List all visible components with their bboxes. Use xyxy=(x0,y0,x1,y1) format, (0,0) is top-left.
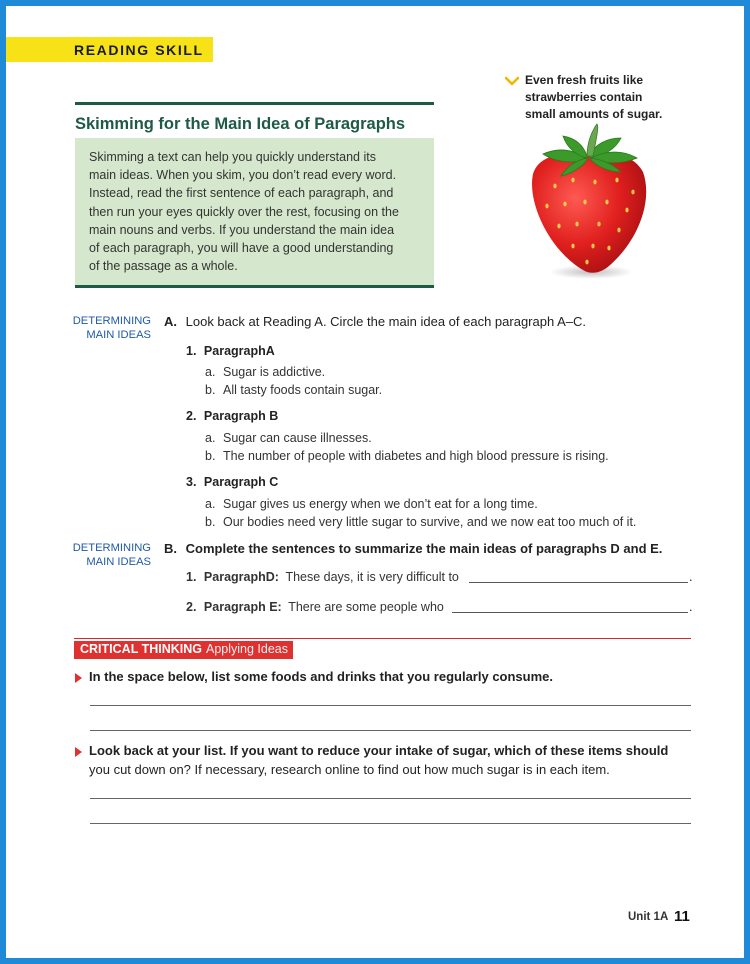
bullet-arrow-icon xyxy=(75,673,82,683)
skill-line: main nouns and verbs. If you understand the main idea xyxy=(89,222,395,237)
skill-body xyxy=(75,138,434,275)
prompt-2-rest: you cut down on? If necessary, research online to find out how much sugar is in each item. xyxy=(89,762,610,777)
strawberry-photo xyxy=(521,122,656,282)
critical-thinking-badge xyxy=(74,641,293,659)
side-label-determining-a xyxy=(68,314,151,342)
option-text: Sugar is addictive. xyxy=(223,365,326,379)
exercise-b-instruction xyxy=(164,541,662,556)
option-letter: b. xyxy=(205,383,216,397)
page-number: 11 xyxy=(674,908,690,925)
sentence-end: . xyxy=(689,600,693,614)
exercise-a-letter: A. xyxy=(164,314,177,329)
option-3a[interactable] xyxy=(205,497,538,511)
option-2a[interactable] xyxy=(205,431,372,445)
textbook-page xyxy=(6,6,744,958)
caption-line: strawberries contain xyxy=(525,90,643,104)
skill-line: of the passage as a whole. xyxy=(89,259,238,274)
caption-line: small amounts of sugar. xyxy=(525,107,663,121)
bullet-arrow-icon xyxy=(75,747,82,757)
chevron-down-icon xyxy=(505,76,519,86)
option-letter: a. xyxy=(205,497,216,511)
paragraph-a-heading xyxy=(186,344,275,358)
option-2b[interactable] xyxy=(205,449,609,463)
item-number: 2. xyxy=(186,409,197,423)
caption-line: Even fresh fruits like xyxy=(525,73,644,87)
option-text: Sugar can cause illnesses. xyxy=(223,431,372,445)
item-number: 2. xyxy=(186,600,197,614)
exercise-a-text: Look back at Reading A. Circle the main idea of each paragraph A–C. xyxy=(185,314,586,329)
answer-blank-d[interactable] xyxy=(469,582,688,583)
footer-unit: Unit 1A xyxy=(628,911,669,923)
side-label-line: MAIN IDEAS xyxy=(86,329,151,341)
sentence-e xyxy=(186,600,444,614)
item-title: Paragraph C xyxy=(203,475,279,489)
critical-thinking-label: CRITICAL THINKING xyxy=(80,642,202,656)
item-title: Paragraph E: xyxy=(203,600,282,614)
exercise-b-text: Complete the sentences to summarize the main ideas of paragraphs D and E. xyxy=(185,541,663,556)
sentence-text: These days, it is very difficult to xyxy=(285,570,459,584)
option-1b[interactable] xyxy=(205,383,382,397)
skill-line: then run your eyes quickly over the rest, focusing on the xyxy=(89,204,399,219)
reading-skill-box xyxy=(75,102,434,288)
side-label-determining-b xyxy=(68,541,151,569)
option-3b[interactable] xyxy=(205,515,636,529)
photo-caption xyxy=(525,72,735,123)
answer-blank-e[interactable] xyxy=(452,612,688,613)
writing-line[interactable] xyxy=(90,823,691,824)
item-number: 3. xyxy=(186,475,197,489)
skill-line: Instead, read the first sentence of each paragraph, and xyxy=(89,186,394,201)
option-letter: a. xyxy=(205,431,216,445)
item-title: Paragraph B xyxy=(203,409,279,423)
option-text: The number of people with diabetes and high blood pressure is rising. xyxy=(223,449,609,463)
paragraph-c-heading xyxy=(186,475,278,489)
item-number: 1. xyxy=(186,344,197,358)
skill-line: of each paragraph, you will have a good understanding xyxy=(89,241,394,256)
option-letter: b. xyxy=(205,515,216,529)
prompt-list-foods xyxy=(89,667,553,686)
skill-box-header xyxy=(75,105,434,138)
section-tag xyxy=(6,37,213,62)
sentence-end: . xyxy=(689,570,693,584)
side-label-line: DETERMINING xyxy=(72,315,151,327)
option-letter: a. xyxy=(205,365,216,379)
side-label-line: DETERMINING xyxy=(72,542,151,554)
prompt-reduce-sugar xyxy=(89,741,704,779)
critical-thinking-rule xyxy=(74,638,691,639)
exercise-a-instruction xyxy=(164,314,586,329)
item-number: 1. xyxy=(186,570,197,584)
prompt-1-text: In the space below, list some foods and drinks that you regularly consume. xyxy=(89,669,554,684)
side-label-line: MAIN IDEAS xyxy=(86,556,151,568)
prompt-2-bold: Look back at your list. If you want to reduce your intake of sugar, which of these items should xyxy=(89,743,669,758)
sentence-text: There are some people who xyxy=(288,600,444,614)
writing-line[interactable] xyxy=(90,730,691,731)
sentence-d xyxy=(186,570,459,584)
section-tag-label: READING SKILL xyxy=(74,42,204,58)
exercise-b-letter: B. xyxy=(164,541,177,556)
option-letter: b. xyxy=(205,449,216,463)
option-text: Our bodies need very little sugar to survive, and we now eat too much of it. xyxy=(223,515,637,529)
item-title: ParagraphA xyxy=(203,344,275,358)
writing-line[interactable] xyxy=(90,705,691,706)
item-title: ParagraphD: xyxy=(203,570,279,584)
skill-line: main ideas. When you skim, you don’t read every word. xyxy=(89,168,397,183)
option-1a[interactable] xyxy=(205,365,325,379)
skill-title: Skimming for the Main Idea of Paragraphs xyxy=(75,115,406,133)
paragraph-b-heading xyxy=(186,409,278,423)
writing-line[interactable] xyxy=(90,798,691,799)
critical-thinking-sublabel: Applying Ideas xyxy=(206,642,289,656)
skill-line: Skimming a text can help you quickly understand its xyxy=(89,150,376,164)
option-text: All tasty foods contain sugar. xyxy=(223,383,383,397)
option-text: Sugar gives us energy when we don’t eat for a long time. xyxy=(223,497,538,511)
